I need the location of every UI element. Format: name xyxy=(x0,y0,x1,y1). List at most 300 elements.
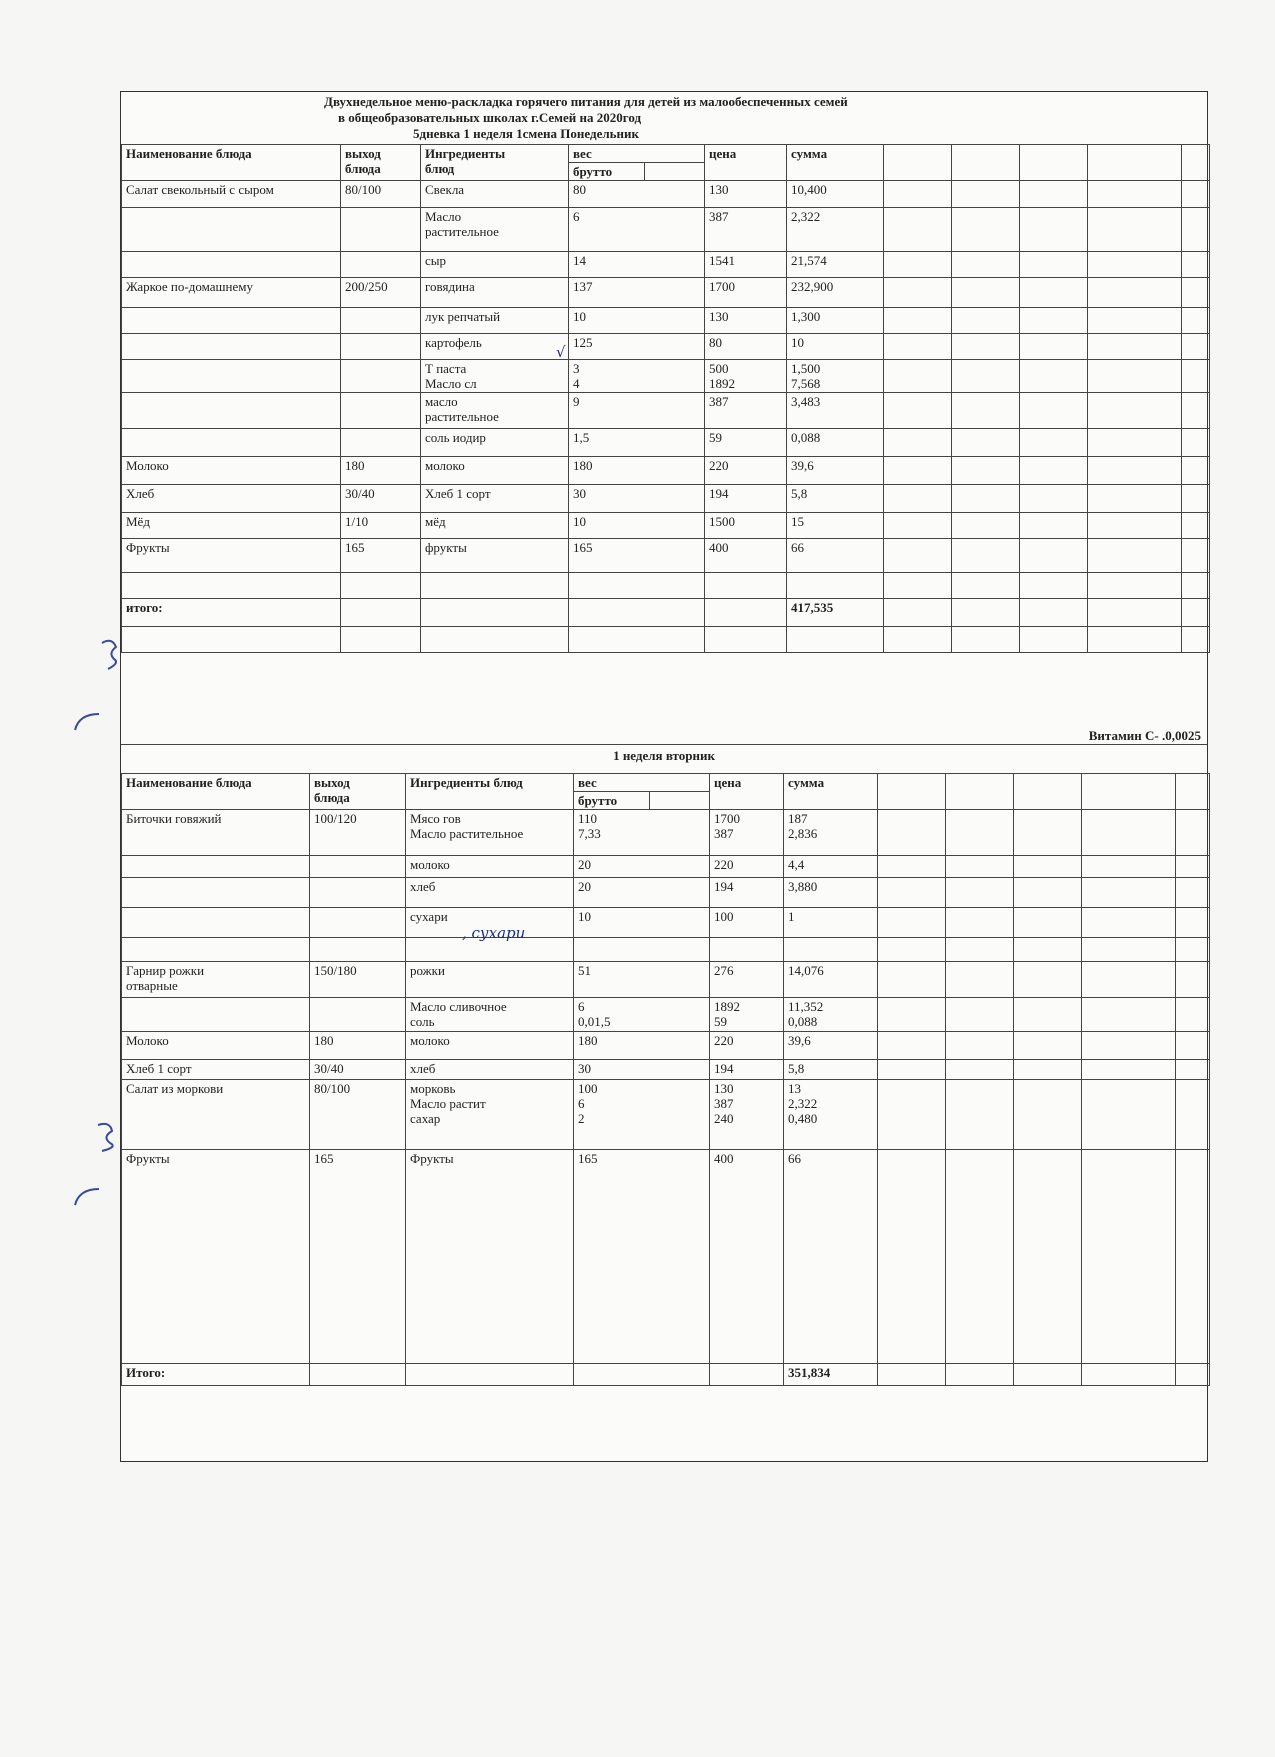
dish-name xyxy=(122,252,341,278)
col-ingredients-header: Ингредиенты блюд xyxy=(406,774,574,810)
dish-yield xyxy=(310,998,406,1032)
empty-cell xyxy=(952,627,1020,653)
gross-weight: 10 xyxy=(569,308,705,334)
gross-weight: 125 xyxy=(569,334,705,360)
empty-cell xyxy=(1014,938,1082,962)
table-row xyxy=(122,539,1210,573)
empty-cell xyxy=(1082,856,1176,878)
header-row xyxy=(122,145,1210,163)
empty-cell xyxy=(884,181,952,208)
empty-cell xyxy=(1020,539,1088,573)
empty-cell xyxy=(878,1364,946,1386)
dish-yield xyxy=(310,908,406,938)
dish-yield: 165 xyxy=(341,539,421,573)
empty-cell xyxy=(1088,334,1182,360)
price: 100 xyxy=(710,908,784,938)
gross-weight: 20 xyxy=(574,878,710,908)
dish-name: Мёд xyxy=(122,513,341,539)
gross-weight: 3 4 xyxy=(569,360,705,393)
dish-yield: 180 xyxy=(310,1032,406,1060)
empty-cell xyxy=(952,208,1020,252)
price: 80 xyxy=(705,334,787,360)
sum: 1,300 xyxy=(787,308,884,334)
dish-name xyxy=(122,627,341,653)
empty-cell xyxy=(1182,513,1210,539)
empty-cell xyxy=(1088,181,1182,208)
price: 387 xyxy=(705,393,787,429)
empty-cell xyxy=(878,1060,946,1080)
price: 220 xyxy=(705,457,787,485)
col-ingredients-header: Ингредиенты блюд xyxy=(421,145,569,181)
sum: 66 xyxy=(787,539,884,573)
gross-weight: 9 xyxy=(569,393,705,429)
dish-name xyxy=(122,360,341,393)
empty-cell xyxy=(1176,998,1210,1032)
empty-cell xyxy=(1088,457,1182,485)
table-row xyxy=(122,962,1210,998)
col-sum-header: сумма xyxy=(787,145,884,181)
price: 194 xyxy=(710,878,784,908)
ingredient: Хлеб 1 сорт xyxy=(421,485,569,513)
dish-name: Биточки говяжий xyxy=(122,810,310,856)
gross-weight: 180 xyxy=(569,457,705,485)
empty-cell xyxy=(1182,485,1210,513)
ingredient: молоко xyxy=(406,856,574,878)
ingredient: Масло растительное xyxy=(421,208,569,252)
dish-yield xyxy=(310,938,406,962)
sum xyxy=(784,938,878,962)
empty-cell xyxy=(1020,573,1088,599)
empty-cell xyxy=(952,393,1020,429)
empty-cell xyxy=(1082,1060,1176,1080)
empty-cell xyxy=(1014,1150,1082,1364)
dish-yield: 80/100 xyxy=(341,181,421,208)
empty-cell xyxy=(1182,208,1210,252)
table-row xyxy=(122,998,1210,1032)
sum: 39,6 xyxy=(787,457,884,485)
empty-cell xyxy=(1182,627,1210,653)
gross-weight: 10 xyxy=(574,908,710,938)
price: 194 xyxy=(705,485,787,513)
empty-cell xyxy=(1088,513,1182,539)
empty-cell xyxy=(1082,1080,1176,1150)
empty-cell xyxy=(650,792,710,810)
empty-cell xyxy=(1020,360,1088,393)
empty-cell xyxy=(1088,573,1182,599)
empty-cell xyxy=(884,513,952,539)
empty-cell xyxy=(1020,627,1088,653)
ingredient xyxy=(406,1364,574,1386)
price: 500 1892 xyxy=(705,360,787,393)
ingredient: Мясо гов Масло растительное xyxy=(406,810,574,856)
empty-cell xyxy=(1020,457,1088,485)
empty-cell xyxy=(884,208,952,252)
empty-cell xyxy=(1020,599,1088,627)
ingredient: соль иодир xyxy=(421,429,569,457)
price: 220 xyxy=(710,1032,784,1060)
empty-cell xyxy=(946,1080,1014,1150)
gross-weight: 1,5 xyxy=(569,429,705,457)
dish-name: Фрукты xyxy=(122,539,341,573)
sum: 187 2,836 xyxy=(784,810,878,856)
price: 130 xyxy=(705,181,787,208)
ingredient: Т паста Масло сл xyxy=(421,360,569,393)
empty-cell xyxy=(1082,774,1176,810)
empty-cell xyxy=(1020,252,1088,278)
dish-name xyxy=(122,208,341,252)
dish-yield xyxy=(341,334,421,360)
dish-yield: 200/250 xyxy=(341,278,421,308)
dish-yield xyxy=(341,208,421,252)
sum: 66 xyxy=(784,1150,878,1364)
sum: 1 xyxy=(784,908,878,938)
ingredient: Свекла xyxy=(421,181,569,208)
table-row xyxy=(122,908,1210,938)
sum: 11,352 0,088 xyxy=(784,998,878,1032)
empty-cell xyxy=(946,1032,1014,1060)
empty-cell xyxy=(946,878,1014,908)
empty-cell xyxy=(952,308,1020,334)
empty-cell xyxy=(1176,962,1210,998)
empty-cell xyxy=(946,810,1014,856)
gross-weight: 165 xyxy=(569,539,705,573)
ingredient: молоко xyxy=(406,1032,574,1060)
empty-cell xyxy=(1014,998,1082,1032)
empty-cell xyxy=(878,1080,946,1150)
col-sum-header: сумма xyxy=(784,774,878,810)
table-row xyxy=(122,334,1210,360)
sum: 10,400 xyxy=(787,181,884,208)
dish-name xyxy=(122,938,310,962)
empty-cell xyxy=(1182,278,1210,308)
empty-cell xyxy=(884,457,952,485)
dish-name xyxy=(122,998,310,1032)
price: 59 xyxy=(705,429,787,457)
table-row xyxy=(122,1150,1210,1364)
dish-yield xyxy=(341,573,421,599)
empty-cell xyxy=(1088,539,1182,573)
dish-yield: 1/10 xyxy=(341,513,421,539)
empty-cell xyxy=(1182,573,1210,599)
day2-title: 1 неделя вторник xyxy=(613,748,715,763)
empty-cell xyxy=(1014,856,1082,878)
empty-cell xyxy=(952,145,1020,181)
dish-name: Хлеб xyxy=(122,485,341,513)
empty-cell xyxy=(878,878,946,908)
empty-cell xyxy=(1088,360,1182,393)
monday-menu-table xyxy=(121,144,1210,653)
table-row xyxy=(122,360,1210,393)
dish-yield: 30/40 xyxy=(341,485,421,513)
document-frame xyxy=(120,91,1208,1462)
table-row xyxy=(122,627,1210,653)
sum: 10 xyxy=(787,334,884,360)
price: 220 xyxy=(710,856,784,878)
empty-cell xyxy=(1088,429,1182,457)
price: 1500 xyxy=(705,513,787,539)
table-row xyxy=(122,1364,1210,1386)
empty-cell xyxy=(884,627,952,653)
col-dish-header: Наименование блюда xyxy=(122,774,310,810)
empty-cell xyxy=(1014,1032,1082,1060)
empty-cell xyxy=(1020,308,1088,334)
empty-cell xyxy=(884,599,952,627)
margin-scribble-icon xyxy=(90,635,130,675)
table-row xyxy=(122,429,1210,457)
gross-weight: 30 xyxy=(569,485,705,513)
empty-cell xyxy=(884,539,952,573)
dish-yield: 100/120 xyxy=(310,810,406,856)
vitamin-c-note: Витамин С- .0,0025 xyxy=(1088,728,1201,743)
gross-weight: 110 7,33 xyxy=(574,810,710,856)
title-line-1: Двухнедельное меню-раскладка горячего питания для детей из малообеспеченных семей xyxy=(324,94,848,109)
gross-weight: 20 xyxy=(574,856,710,878)
gross-weight xyxy=(574,938,710,962)
price xyxy=(705,627,787,653)
empty-cell xyxy=(952,539,1020,573)
price: 400 xyxy=(705,539,787,573)
dish-name: Молоко xyxy=(122,1032,310,1060)
empty-cell xyxy=(1176,1080,1210,1150)
sum: 2,322 xyxy=(787,208,884,252)
empty-cell xyxy=(946,1060,1014,1080)
ingredient: мёд xyxy=(421,513,569,539)
ingredient: фрукты xyxy=(421,539,569,573)
gross-weight xyxy=(574,1364,710,1386)
empty-cell xyxy=(1176,810,1210,856)
empty-cell xyxy=(1020,429,1088,457)
table-row xyxy=(122,1060,1210,1080)
empty-cell xyxy=(884,360,952,393)
sum: 417,535 xyxy=(787,599,884,627)
empty-cell xyxy=(946,938,1014,962)
empty-cell xyxy=(884,252,952,278)
table-row xyxy=(122,878,1210,908)
price: 400 xyxy=(710,1150,784,1364)
ingredient xyxy=(421,573,569,599)
empty-cell xyxy=(1176,856,1210,878)
sum: 0,088 xyxy=(787,429,884,457)
col-dish-header: Наименование блюда xyxy=(122,145,341,181)
table-row xyxy=(122,1080,1210,1150)
empty-cell xyxy=(1182,308,1210,334)
ingredient: морковь Масло растит сахар xyxy=(406,1080,574,1150)
dish-yield xyxy=(341,599,421,627)
empty-cell xyxy=(952,599,1020,627)
col-price-header: цена xyxy=(710,774,784,810)
empty-cell xyxy=(952,485,1020,513)
empty-cell xyxy=(1082,962,1176,998)
dish-yield xyxy=(341,429,421,457)
empty-cell xyxy=(1176,774,1210,810)
col-yield-header: выход блюда xyxy=(341,145,421,181)
table-row xyxy=(122,513,1210,539)
header-row xyxy=(122,774,1210,792)
empty-cell xyxy=(1088,208,1182,252)
empty-cell xyxy=(1020,393,1088,429)
empty-cell xyxy=(952,252,1020,278)
dish-yield: 150/180 xyxy=(310,962,406,998)
empty-cell xyxy=(1082,1150,1176,1364)
gross-weight: 6 xyxy=(569,208,705,252)
empty-cell xyxy=(884,429,952,457)
title-line-3: 5дневка 1 неделя 1смена Понедельник xyxy=(413,126,639,141)
sum: 39,6 xyxy=(784,1032,878,1060)
col-price-header: цена xyxy=(705,145,787,181)
ingredient: масло растительное xyxy=(421,393,569,429)
margin-scribble-icon-2 xyxy=(88,1115,128,1155)
empty-cell xyxy=(1082,908,1176,938)
ingredient xyxy=(421,627,569,653)
handwritten-check-mark: √ xyxy=(556,343,566,361)
empty-cell xyxy=(1014,962,1082,998)
margin-arc-icon xyxy=(70,705,110,735)
empty-cell xyxy=(1182,145,1210,181)
empty-cell xyxy=(884,308,952,334)
empty-cell xyxy=(1014,878,1082,908)
empty-cell xyxy=(1082,810,1176,856)
ingredient: говядина xyxy=(421,278,569,308)
gross-weight: 6 0,01,5 xyxy=(574,998,710,1032)
empty-cell xyxy=(946,998,1014,1032)
col-yield-header: выход блюда xyxy=(310,774,406,810)
empty-cell xyxy=(1088,308,1182,334)
dish-name: Салат свекольный с сыром xyxy=(122,181,341,208)
empty-cell xyxy=(952,573,1020,599)
empty-cell xyxy=(1182,457,1210,485)
table-row xyxy=(122,599,1210,627)
empty-cell xyxy=(878,810,946,856)
tuesday-menu-table xyxy=(121,773,1210,1386)
dish-name xyxy=(122,878,310,908)
dish-name: итого: xyxy=(122,599,341,627)
dish-yield: 165 xyxy=(310,1150,406,1364)
col-weight-header: вес xyxy=(574,774,710,792)
empty-cell xyxy=(1082,878,1176,908)
ingredient: сухари xyxy=(406,908,574,938)
dish-name xyxy=(122,334,341,360)
empty-cell xyxy=(1020,334,1088,360)
table-row xyxy=(122,573,1210,599)
empty-cell xyxy=(878,908,946,938)
sum: 1,500 7,568 xyxy=(787,360,884,393)
ingredient xyxy=(421,599,569,627)
empty-cell xyxy=(1176,878,1210,908)
empty-cell xyxy=(952,334,1020,360)
sum: 232,900 xyxy=(787,278,884,308)
price xyxy=(705,573,787,599)
ingredient: картофель xyxy=(421,334,569,360)
dish-yield xyxy=(341,393,421,429)
empty-cell xyxy=(1088,278,1182,308)
price: 1541 xyxy=(705,252,787,278)
empty-cell xyxy=(952,457,1020,485)
dish-yield xyxy=(341,627,421,653)
empty-cell xyxy=(1014,908,1082,938)
empty-cell xyxy=(1182,393,1210,429)
empty-cell xyxy=(645,163,705,181)
sum: 14,076 xyxy=(784,962,878,998)
table-row xyxy=(122,308,1210,334)
sum: 3,483 xyxy=(787,393,884,429)
dish-yield: 180 xyxy=(341,457,421,485)
empty-cell xyxy=(1082,998,1176,1032)
gross-weight: 100 6 2 xyxy=(574,1080,710,1150)
price xyxy=(705,599,787,627)
sum: 3,880 xyxy=(784,878,878,908)
empty-cell xyxy=(1014,810,1082,856)
dish-yield xyxy=(341,308,421,334)
empty-cell xyxy=(878,856,946,878)
empty-cell xyxy=(1088,627,1182,653)
sum: 4,4 xyxy=(784,856,878,878)
empty-cell xyxy=(1182,360,1210,393)
empty-cell xyxy=(1020,181,1088,208)
table-row xyxy=(122,278,1210,308)
dish-name xyxy=(122,393,341,429)
empty-cell xyxy=(1020,208,1088,252)
empty-cell xyxy=(1176,938,1210,962)
empty-cell xyxy=(1176,1060,1210,1080)
empty-cell xyxy=(884,278,952,308)
sum xyxy=(787,573,884,599)
empty-cell xyxy=(1182,334,1210,360)
empty-cell xyxy=(878,1032,946,1060)
empty-cell xyxy=(878,1150,946,1364)
empty-cell xyxy=(884,573,952,599)
ingredient: Масло сливочное соль xyxy=(406,998,574,1032)
dish-yield xyxy=(310,878,406,908)
empty-cell xyxy=(952,278,1020,308)
gross-weight xyxy=(569,627,705,653)
ingredient: хлеб xyxy=(406,1060,574,1080)
dish-name: Хлеб 1 сорт xyxy=(122,1060,310,1080)
empty-cell xyxy=(946,774,1014,810)
empty-cell xyxy=(1082,1032,1176,1060)
empty-cell xyxy=(1088,145,1182,181)
table-row xyxy=(122,856,1210,878)
table-row xyxy=(122,181,1210,208)
ingredient: Фрукты xyxy=(406,1150,574,1364)
empty-cell xyxy=(1182,539,1210,573)
empty-cell xyxy=(1182,181,1210,208)
table-row xyxy=(122,208,1210,252)
price: 130 387 240 xyxy=(710,1080,784,1150)
margin-arc-icon-2 xyxy=(70,1180,110,1210)
gross-weight: 165 xyxy=(574,1150,710,1364)
empty-cell xyxy=(1014,1080,1082,1150)
empty-cell xyxy=(1182,429,1210,457)
empty-cell xyxy=(1020,485,1088,513)
gross-weight: 14 xyxy=(569,252,705,278)
gross-weight: 137 xyxy=(569,278,705,308)
dish-name xyxy=(122,308,341,334)
price: 194 xyxy=(710,1060,784,1080)
table-row xyxy=(122,810,1210,856)
price: 1700 xyxy=(705,278,787,308)
empty-cell xyxy=(1014,774,1082,810)
dish-name: Фрукты xyxy=(122,1150,310,1364)
dish-yield xyxy=(310,856,406,878)
ingredient: рожки xyxy=(406,962,574,998)
empty-cell xyxy=(878,998,946,1032)
empty-cell xyxy=(946,1364,1014,1386)
empty-cell xyxy=(1082,1364,1176,1386)
empty-cell xyxy=(878,962,946,998)
dish-yield: 30/40 xyxy=(310,1060,406,1080)
title-line-2: в общеобразовательных школах г.Семей на 2020год xyxy=(338,110,642,125)
ingredient: сыр xyxy=(421,252,569,278)
